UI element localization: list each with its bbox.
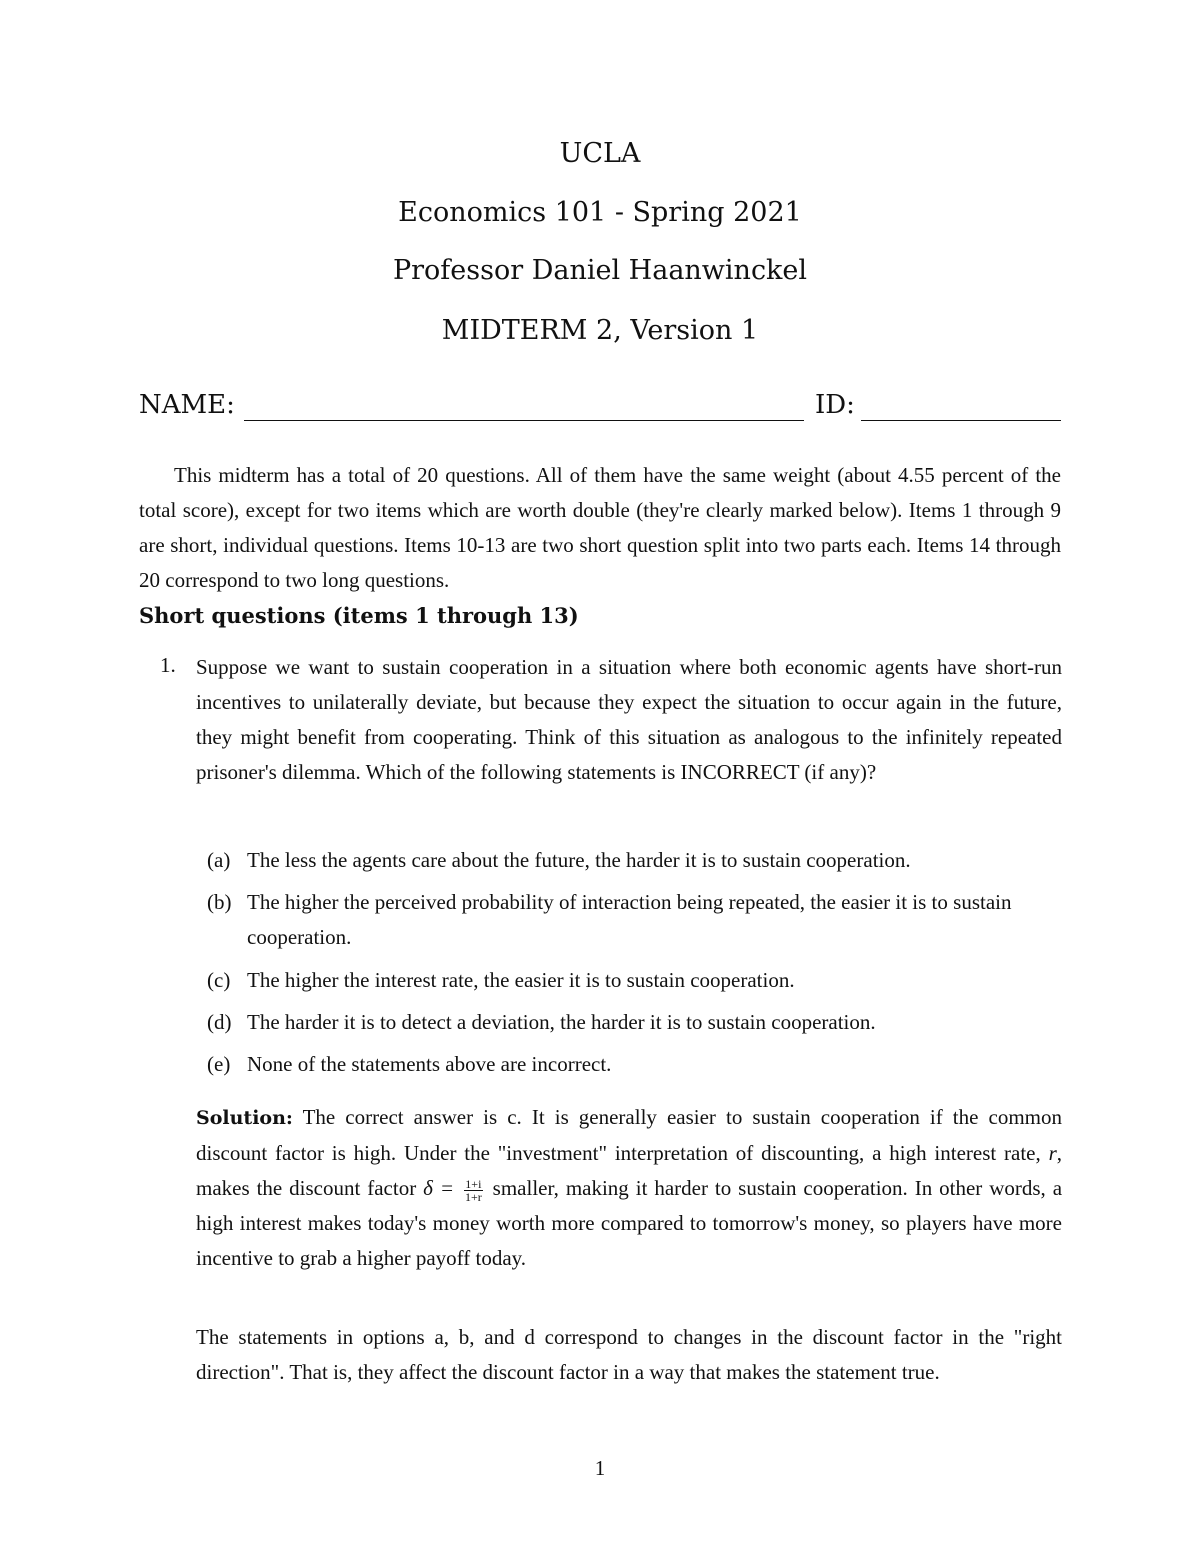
exam-title: MIDTERM 2, Version 1	[441, 315, 759, 346]
option-text: The higher the perceived probability of interaction being repeated, the easier it is to sustain cooperation.	[247, 890, 1012, 949]
option-text: The harder it is to detect a deviation, the harder it is to sustain cooperation.	[247, 1010, 876, 1034]
interest-rate-variable: r	[1048, 1141, 1057, 1165]
option-text: The higher the interest rate, the easier it is to sustain cooperation.	[247, 968, 795, 992]
solution-paragraph	[196, 1100, 1062, 1276]
option-label: (c)	[207, 968, 231, 992]
discount-fraction	[464, 1178, 483, 1203]
delta-equation: δ =	[423, 1176, 455, 1200]
option-label: (a)	[207, 848, 231, 872]
solution-paragraph-2: The statements in options a, b, and d correspond to changes in the discount factor in the "right direction". That is, they affect the discount factor in a way that makes the statement true.	[196, 1325, 1062, 1384]
section-heading: Short questions (items 1 through 13)	[139, 603, 579, 628]
intro-paragraph: This midterm has a total of 20 questions. All of them have the same weight (about 4.55 percent of the total score), except for two items which are worth double (they're clearly marked below). Items 1 through 9 are short, individual questions. Items 10-13 are two short question split into two parts each. Items 14 through 20 correspond to two long questions.	[139, 463, 1061, 592]
institution-title: UCLA	[559, 138, 641, 169]
question-number: 1.	[160, 653, 176, 677]
name-id-row	[139, 390, 1064, 424]
question-text: Suppose we want to sustain cooperation in a situation where both economic agents have short-run incentives to unilaterally deviate, but because they expect the situation to occur again in the future, they might benefit from cooperating. Think of this situation as analogous to the infinitely repeated prisoner's dilemma. Which of the following statements is INCORRECT (if any)?	[196, 655, 1062, 784]
fraction-numerator: 1+i	[465, 1176, 482, 1191]
option-label: (d)	[207, 1010, 232, 1034]
id-label: ID:	[815, 390, 855, 420]
option-text: The less the agents care about the future, the harder it is to sustain cooperation.	[247, 848, 911, 872]
option-label: (e)	[207, 1052, 231, 1076]
name-blank-line[interactable]	[244, 420, 804, 421]
name-label: NAME:	[139, 390, 235, 420]
option-label: (b)	[207, 890, 232, 914]
solution-label: Solution:	[196, 1107, 293, 1129]
fraction-denominator: 1+r	[464, 1189, 482, 1204]
course-title: Economics 101 - Spring 2021	[398, 197, 802, 228]
professor-name: Professor Daniel Haanwinckel	[392, 255, 808, 286]
option-text: None of the statements above are incorrect.	[247, 1052, 612, 1076]
id-blank-line[interactable]	[861, 420, 1061, 421]
solution-text-2: , makes the discount factor	[196, 1141, 1062, 1200]
solution-text-3: smaller, making it harder to sustain cooperation. In other words, a high interest makes today's money worth more compared to tomorrow's money, so players have more incentive to grab a higher payoff today.	[196, 1176, 1063, 1270]
solution-text-1: The correct answer is c. It is generally easier to sustain cooperation if the common discount factor is high. Under the "investment" interpretation of discounting, a high interest rate,	[196, 1105, 1063, 1165]
page-number: 1	[594, 1456, 606, 1480]
